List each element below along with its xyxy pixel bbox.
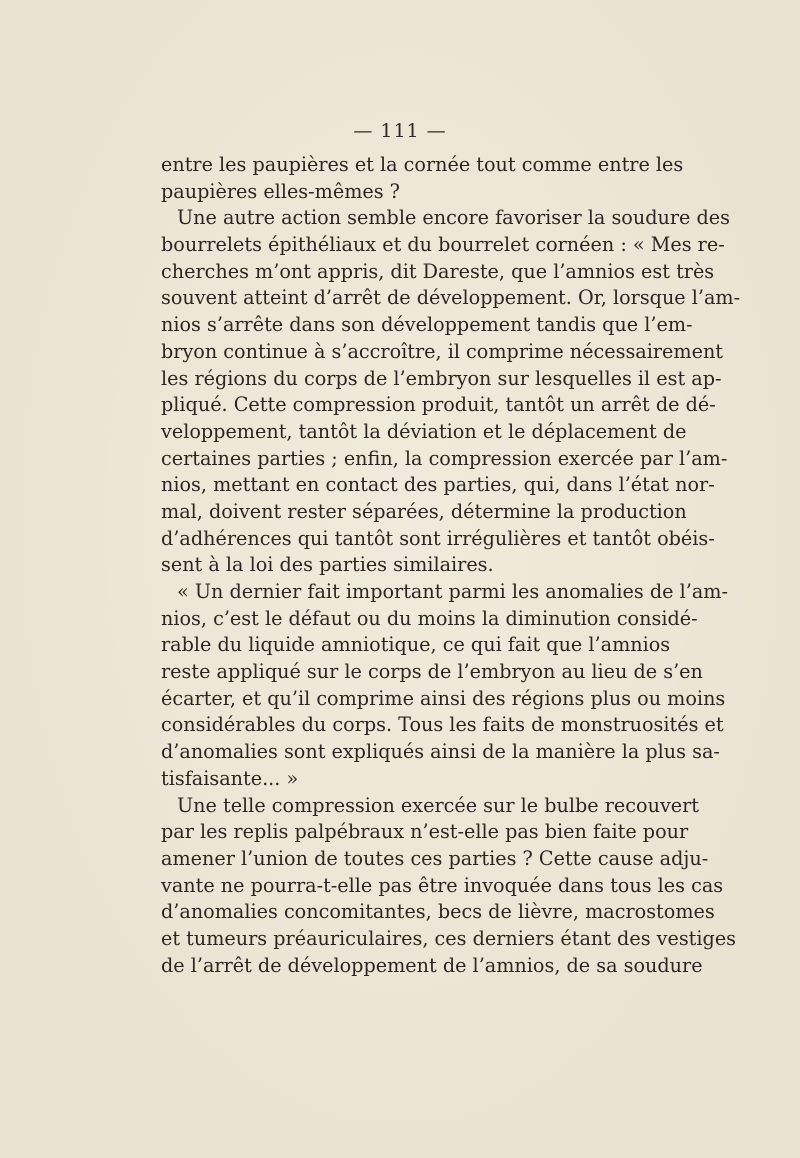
text-line: d’anomalies concomitantes, becs de lièvre, macrostomes	[161, 900, 715, 924]
text-line: cherches m’ont appris, dit Dareste, que l’amnios est très	[161, 259, 715, 283]
text-line: bourrelets épithéliaux et du bourrelet cornéen : « Mes re-	[161, 233, 725, 257]
text-line: par les replis palpébraux n’est-elle pas bien faite pour	[161, 820, 689, 844]
text-line: souvent atteint d’arrêt de développement. Or, lorsque l’am-	[161, 286, 741, 310]
body-text	[161, 152, 741, 979]
text-line: nios, c’est le défaut ou du moins la diminution considé-	[161, 606, 698, 630]
text-line: veloppement, tantôt la déviation et le déplacement de	[161, 419, 687, 443]
text-line: écarter, et qu’il comprime ainsi des régions plus ou moins	[161, 686, 726, 710]
text-line: paupières elles-mêmes ?	[161, 179, 400, 203]
text-line: Une telle compression exercée sur le bulbe recouvert	[177, 793, 700, 817]
text-line: pliqué. Cette compression produit, tantôt un arrêt de dé-	[161, 393, 716, 417]
text-line: rable du liquide amniotique, ce qui fait que l’amnios	[161, 633, 671, 657]
text-line: « Un dernier fait important parmi les anomalies de l’am-	[177, 580, 728, 603]
text-line: d’adhérences qui tantôt sont irrégulières et tantôt obéis-	[161, 526, 715, 550]
text-line: vante ne pourra-t-elle pas être invoquée dans tous les cas	[161, 873, 724, 897]
text-line: et tumeurs préauriculaires, ces derniers étant des vestiges	[161, 926, 737, 950]
text-line: d’anomalies sont expliqués ainsi de la manière la plus sa-	[161, 740, 720, 764]
text-line: sent à la loi des parties similaires.	[161, 553, 494, 577]
text-line: de l’arrêt de développement de l’amnios, de sa soudure	[161, 953, 703, 977]
text-line: tisfaisante... »	[161, 766, 299, 790]
text-line: les régions du corps de l’embryon sur lesquelles il est ap-	[161, 366, 722, 390]
text-line: nios, mettant en contact des parties, qui, dans l’état nor-	[161, 473, 715, 497]
text-line: nios s’arrête dans son développement tandis que l’em-	[161, 313, 693, 337]
text-line: considérables du corps. Tous les faits de monstruosités et	[161, 713, 724, 737]
text-line: mal, doivent rester séparées, détermine la production	[161, 499, 687, 523]
text-line: amener l’union de toutes ces parties ? Cette cause adju-	[161, 846, 709, 870]
text-line: certaines parties ; enfin, la compression exercée par l’am-	[161, 446, 728, 470]
text-line: bryon continue à s’accroître, il comprime nécessairement	[161, 339, 724, 363]
text-line: reste appliqué sur le corps de l’embryon au lieu de s’en	[161, 660, 703, 684]
text-line: Une autre action semble encore favoriser la soudure des	[177, 206, 730, 230]
page-number: — 111 —	[353, 120, 447, 142]
text-line: entre les paupières et la cornée tout comme entre les	[161, 153, 684, 176]
